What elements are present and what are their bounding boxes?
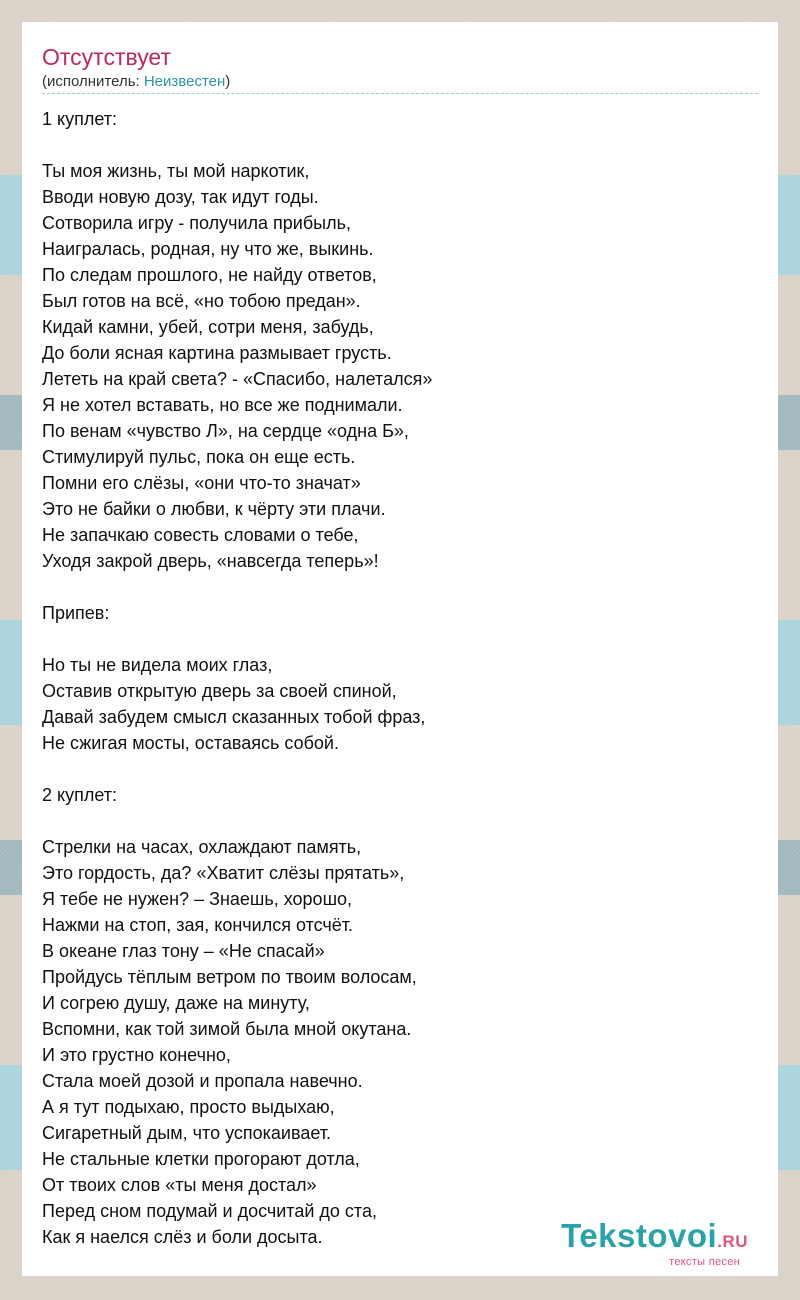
site-logo[interactable] [561,1218,748,1268]
lyric-line: Кидай камни, убей, сотри меня, забудь, [42,317,374,337]
lyric-line [42,574,742,600]
lyric-line [42,756,742,782]
lyric-line: Наигралась, родная, ну что же, выкинь. [42,239,374,259]
artist-line [42,72,758,92]
lyric-line: Как я наелся слёз и боли досыта. [42,1227,323,1247]
lyric-line: Вводи новую дозу, так идут годы. [42,187,319,207]
lyrics-card [22,22,778,1276]
lyric-line: Уходя закрой дверь, «навсегда теперь»! [42,551,379,571]
logo-tagline: тексты песен [669,1256,740,1268]
song-title: Отсутствует [42,44,171,70]
lyric-line: Сотворила игру - получила прибыль, [42,213,351,233]
lyric-line: Это не байки о любви, к чёрту эти плачи. [42,499,386,519]
lyric-line: Припев: [42,603,110,623]
lyric-line: Это гордость, да? «Хватит слёзы прятать», [42,863,405,883]
lyric-line: Сигаретный дым, что успокаивает. [42,1123,332,1143]
lyric-line [42,808,742,834]
lyric-line: Но ты не видела моих глаз, [42,655,273,675]
lyric-line: Стала моей дозой и пропала навечно. [42,1071,363,1091]
lyric-line: Стимулируй пульс, пока он еще есть. [42,447,356,467]
lyric-line: А я тут подыхаю, просто выдыхаю, [42,1097,335,1117]
header-divider [42,93,758,94]
lyric-line: 2 куплет: [42,785,117,805]
lyric-line: Ты моя жизнь, ты мой наркотик, [42,161,310,181]
lyric-line: Не запачкаю совесть словами о тебе, [42,525,359,545]
lyric-line: Не стальные клетки прогорают дотла, [42,1149,360,1169]
lyric-line: От твоих слов «ты меня достал» [42,1175,317,1195]
lyric-line: Оставив открытую дверь за своей спиной, [42,681,397,701]
lyric-line: Пройдусь тёплым ветром по твоим волосам, [42,967,417,987]
artist-link[interactable]: Неизвестен [143,73,226,90]
lyrics-text [42,106,742,1250]
artist-suffix: ) [225,73,231,90]
logo-name: Tekstovoi [561,1217,718,1254]
lyric-line: Я не хотел вставать, но все же поднимали. [42,395,403,415]
lyric-line: Не сжигая мосты, оставаясь собой. [42,733,339,753]
logo-wordmark [561,1218,748,1260]
lyric-line: И это грустно конечно, [42,1045,231,1065]
lyric-line: Вспомни, как той зимой была мной окутана. [42,1019,412,1039]
lyric-line: Лететь на край света? - «Спасибо, налетался» [42,369,433,389]
lyric-line: 1 куплет: [42,109,117,129]
lyric-line: Стрелки на часах, охлаждают память, [42,837,362,857]
lyric-line: В океане глаз тону – «Не спасай» [42,941,325,961]
song-header [42,42,758,92]
lyric-line: По венам «чувство Л», на сердце «одна Б», [42,421,409,441]
lyric-line: Давай забудем смысл сказанных тобой фраз, [42,707,426,727]
lyric-line: Помни его слёзы, «они что-то значат» [42,473,361,493]
lyric-line [42,132,742,158]
lyric-line: Нажми на стоп, зая, кончился отсчёт. [42,915,354,935]
lyric-line: По следам прошлого, не найду ответов, [42,265,377,285]
lyric-line: И согрею душу, даже на минуту, [42,993,310,1013]
artist-prefix: (исполнитель: [42,73,144,90]
lyric-line [42,626,742,652]
lyric-line: Перед сном подумай и досчитай до ста, [42,1201,377,1221]
lyric-line: До боли ясная картина размывает грусть. [42,343,392,363]
lyric-line: Я тебе не нужен? – Знаешь, хорошо, [42,889,353,909]
lyric-line: Был готов на всё, «но тобою предан». [42,291,361,311]
logo-tld: .RU [717,1232,748,1251]
